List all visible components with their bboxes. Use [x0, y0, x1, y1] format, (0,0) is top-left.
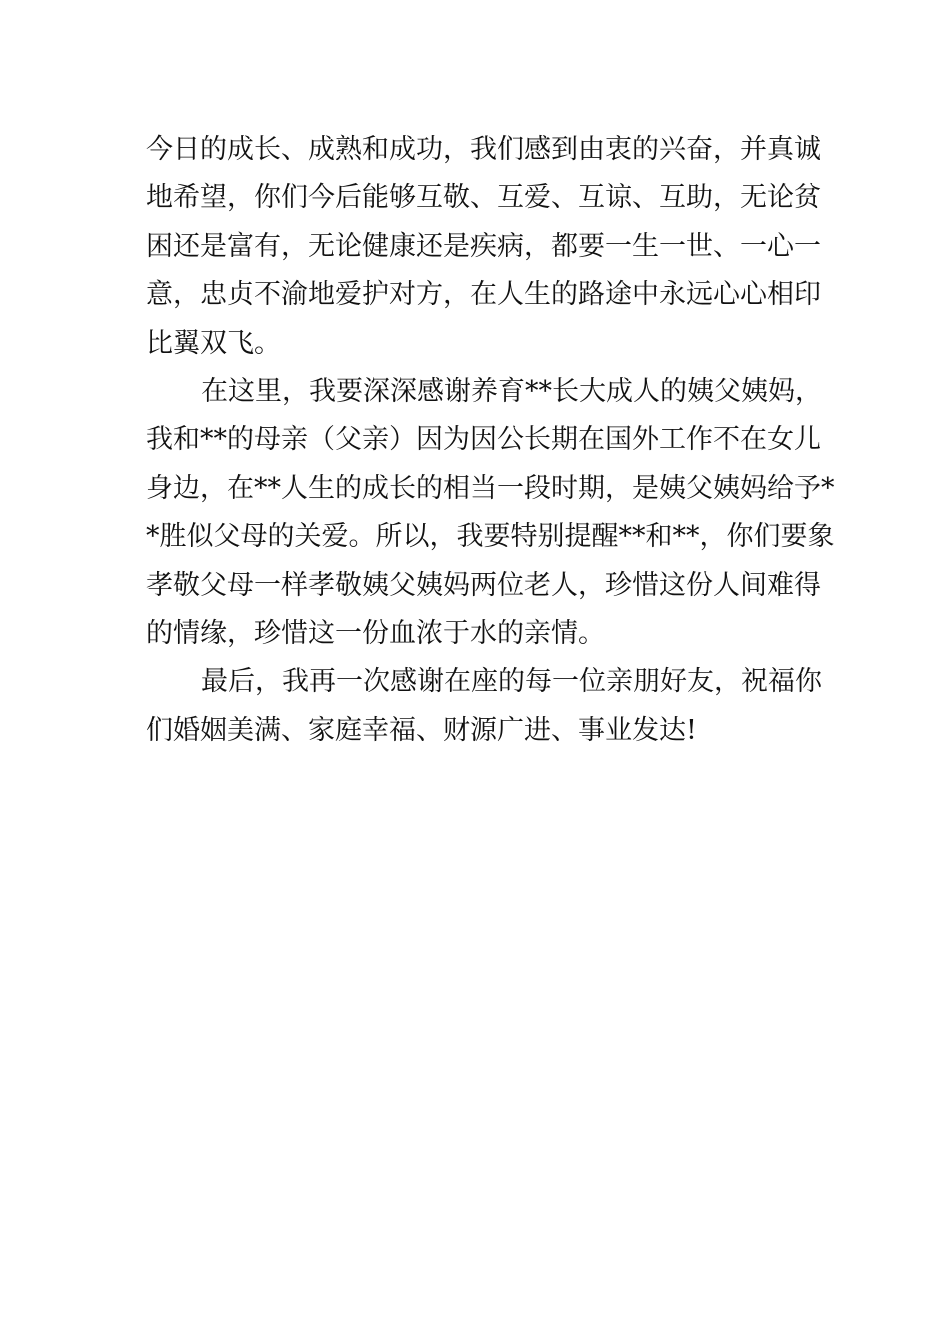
text-line: 地希望，你们今后能够互敬、互爱、互谅、互助，无论贫 — [146, 182, 821, 214]
text-line: 意，忠贞不渝地爱护对方，在人生的路途中永远心心相印 — [146, 279, 821, 311]
text-line: 孝敬父母一样孝敬姨父姨妈两位老人，珍惜这份人间难得 — [146, 569, 821, 601]
text-line: 今日的成长、成熟和成功，我们感到由衷的兴奋，并真诚 — [146, 134, 821, 165]
paragraph-2 — [146, 368, 835, 658]
text-line: 比翼双飞。 — [146, 327, 281, 359]
text-line: 困还是富有，无论健康还是疾病，都要一生一世、一心一 — [146, 230, 821, 262]
text-line: 在这里，我要深深感谢养育**长大成人的姨父姨妈， — [201, 375, 822, 407]
text-line: 身边，在**人生的成长的相当一段时期，是姨父姨妈给予* — [146, 472, 835, 504]
text-line: 最后，我再一次感谢在座的每一位亲朋好友，祝福你 — [201, 666, 822, 698]
text-line: 们婚姻美满、家庭幸福、财源广进、事业发达! — [146, 714, 697, 746]
paragraph-3 — [146, 658, 822, 755]
text-line: *胜似父母的关爱。所以，我要特别提醒**和**，你们要象 — [146, 521, 835, 553]
text-line: 我和**的母亲（父亲）因为因公长期在国外工作不在女儿 — [146, 424, 821, 456]
text-line: 的情缘，珍惜这一份血浓于水的亲情。 — [146, 617, 605, 649]
document-body — [146, 126, 835, 755]
paragraph-1 — [146, 126, 821, 368]
